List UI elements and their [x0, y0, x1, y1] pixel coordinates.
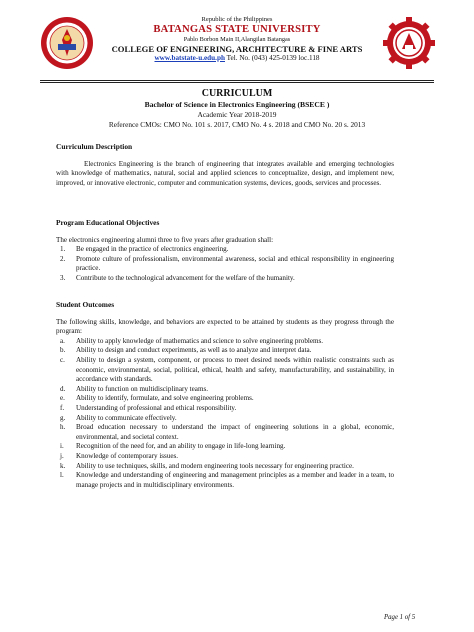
list-text: Ability to identify, formulate, and solve engineering problems.	[76, 394, 254, 403]
header-rule	[40, 80, 434, 81]
list-marker: 1.	[60, 245, 66, 254]
website-link[interactable]: www.batstate-u.edu.ph	[154, 54, 225, 62]
program-name: Bachelor of Science in Electronics Engineering (BSECE )	[144, 100, 330, 109]
republic-line: Republic of the Philippines	[201, 16, 273, 23]
campus-address: Pablo Borbon Main II,Alangilan Batangas	[183, 36, 291, 43]
objectives-section	[56, 218, 394, 284]
outcomes-intro: The following skills, knowledge, and behaviors are expected to be attained by students as they progress through the program:	[56, 317, 394, 336]
list-text: Knowledge of contemporary issues.	[76, 451, 179, 460]
curriculum-description-section	[56, 142, 394, 188]
list-marker: k.	[60, 461, 66, 470]
list-text: Contribute to the technological advancement for the welfare of the humanity.	[76, 273, 295, 282]
title-block	[40, 88, 434, 130]
document-title: CURRICULUM	[201, 88, 273, 99]
description-paragraph: Electronics Engineering is the branch of engineering that integrates available and emerging technologies with knowledge of mathematics, natural, social and applied sciences to conceptualize, design, and implement new, improved, or innovative electronic, computer and communication systems, devices, goods, services and processes.	[56, 159, 394, 187]
list-item	[56, 442, 394, 452]
objectives-intro: The electronics engineering alumni three to five years after graduation shall:	[56, 235, 274, 244]
list-text: Ability to function on multidisciplinary teams.	[76, 384, 209, 393]
list-text: Ability to design a system, component, or process to meet desired needs within realistic constraints such as economic, environmental, social, political, ethical, health and safety, manufacturability, and sustainability, in accordance with standards.	[76, 355, 394, 384]
list-item	[56, 394, 394, 404]
list-marker: f.	[60, 403, 65, 412]
outcomes-list	[56, 337, 394, 491]
list-item	[56, 337, 394, 347]
contact-line	[100, 54, 374, 63]
list-item	[56, 356, 394, 385]
list-marker: a.	[60, 336, 65, 345]
list-text: Ability to use techniques, skills, and modern engineering tools necessary for engineering practice.	[76, 461, 354, 470]
telephone-text: Tel. No. (043) 425-0139 loc.118	[226, 54, 320, 62]
reference-cmos: Reference CMOs: CMO No. 101 s. 2017, CMO No. 4 s. 2018 and CMO No. 20 s. 2013	[108, 120, 366, 129]
list-marker: d.	[60, 384, 66, 393]
list-item	[56, 245, 394, 255]
list-marker: b.	[60, 346, 66, 355]
list-text: Promote culture of professionalism, environmental awareness, social and ethical responsibility in engineering practice.	[76, 254, 394, 273]
list-item	[56, 423, 394, 442]
list-marker: 3.	[60, 273, 66, 282]
academic-year: Academic Year 2018-2019	[197, 110, 277, 119]
list-marker: i.	[60, 442, 64, 451]
page-number: Page 1 of 5	[384, 614, 416, 621]
outcomes-section	[56, 300, 394, 490]
list-marker: j.	[60, 451, 64, 460]
list-text: Be engaged in the practice of electronics engineering.	[76, 245, 229, 254]
section-heading: Student Outcomes	[56, 300, 115, 309]
list-text: Recognition of the need for, and an ability to engage in life-long learning.	[76, 442, 286, 451]
list-item	[56, 274, 394, 284]
list-text: Understanding of professional and ethical responsibility.	[76, 403, 237, 412]
university-seal-logo	[40, 16, 94, 70]
university-name: BATANGAS STATE UNIVERSITY	[153, 24, 321, 35]
list-item	[56, 346, 394, 356]
college-gear-logo	[382, 16, 436, 70]
list-item	[56, 462, 394, 472]
list-marker: l.	[60, 471, 64, 480]
list-item	[56, 255, 394, 274]
header-rule-secondary	[40, 82, 434, 83]
objectives-list	[56, 245, 394, 283]
list-text: Ability to design and conduct experiments, as well as to analyze and interpret data.	[76, 346, 312, 355]
list-text: Ability to communicate effectively.	[76, 413, 177, 422]
list-item	[56, 452, 394, 462]
list-marker: c.	[60, 355, 65, 364]
list-item	[56, 385, 394, 395]
list-text: Ability to apply knowledge of mathematics and science to solve engineering problems.	[76, 336, 324, 345]
list-marker: g.	[60, 413, 66, 422]
list-marker: 2.	[60, 254, 66, 263]
section-heading: Curriculum Description	[56, 142, 133, 151]
list-item	[56, 471, 394, 490]
section-heading: Program Educational Objectives	[56, 218, 160, 227]
list-text: Broad education necessary to understand the impact of engineering solutions in a global, economic, environmental, and societal context.	[76, 423, 394, 441]
letterhead	[100, 16, 374, 63]
list-marker: e.	[60, 394, 65, 403]
list-item	[56, 414, 394, 424]
list-item	[56, 404, 394, 414]
list-text: Knowledge and understanding of engineering and management principles as a member and leader in a team, to manage projects and in multidisciplinary environments.	[76, 471, 394, 489]
list-marker: h.	[60, 423, 66, 432]
college-name: COLLEGE OF ENGINEERING, ARCHITECTURE & FINE ARTS	[111, 44, 363, 54]
